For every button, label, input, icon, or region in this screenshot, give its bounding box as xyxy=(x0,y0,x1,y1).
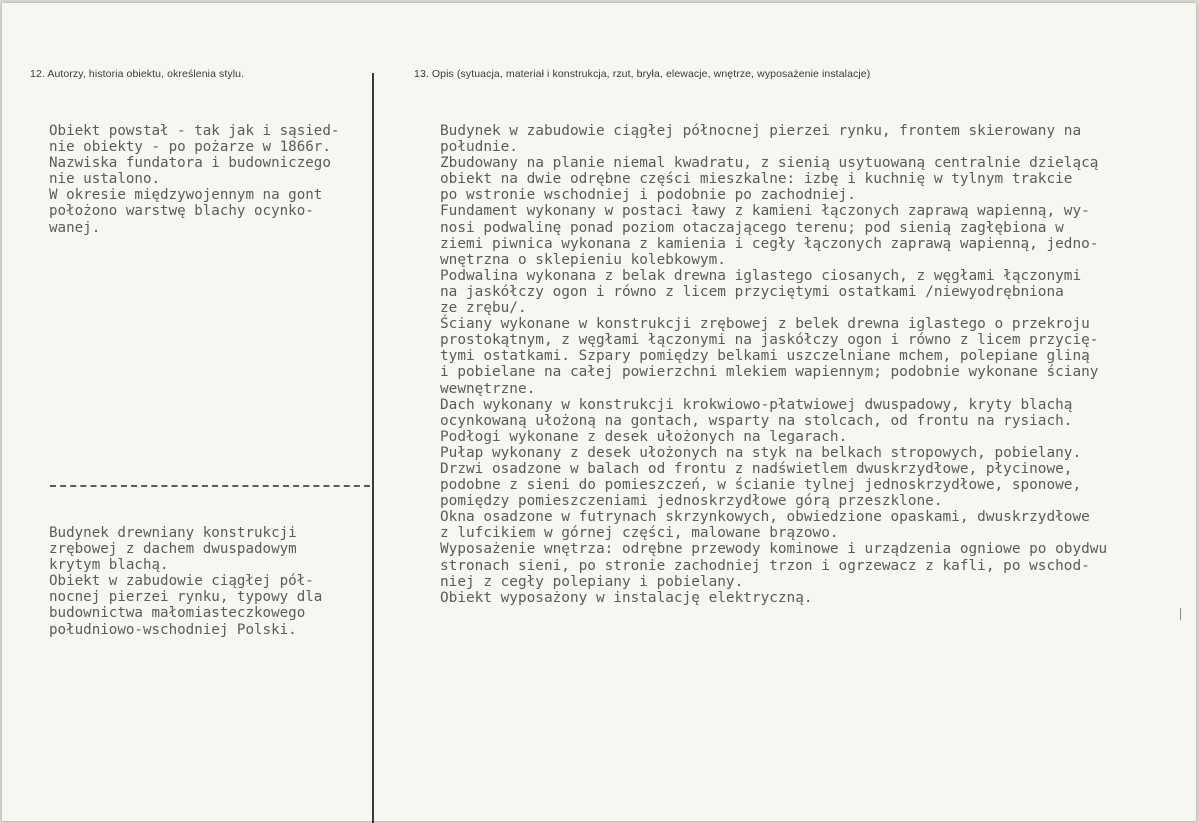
description-line: ze zrębu/. xyxy=(440,300,527,317)
section-13-header: 13. Opis (sytuacja, materiał i konstrukcja, rzut, bryła, elewacje, wnętrze, wyposażenie instalacje) xyxy=(414,68,871,80)
description-line: obiekt na dwie odrębne części mieszkalne: izbę i kuchnię w tylnym trakcie xyxy=(440,171,1073,188)
description-line: Podwalina wykonana z belak drewna iglastego ciosanych, z węgłami łączonymi xyxy=(440,267,1082,284)
description-line: ziemi piwnica wykonana z kamienia i cegły łączonych zaprawą wapienną, jedno- xyxy=(440,235,1099,252)
style-line: południowo-wschodniej Polski. xyxy=(49,621,297,638)
description-line: Drzwi osadzone w balach od frontu z nadświetlem dwuskrzydłowe, płycinowe, xyxy=(440,460,1073,477)
description-line: podobne z sieni do pomieszczeń, w ścianie tylnej jednoskrzydłowe, sponowe, xyxy=(440,477,1082,494)
edge-mark xyxy=(1180,608,1181,620)
style-line: Budynek drewniany konstrukcji xyxy=(49,525,297,541)
description-line: prostokątnym, z węgłami łączonymi na jaskółczy ogon i równo z licem przycię- xyxy=(440,332,1099,349)
description-line: na jaskółczy ogon i równo z licem przyciętymi ostatkami /niewyodrębniona xyxy=(440,283,1064,300)
description-line: Pułap wykonany z desek ułożonych na styk na belkach stropowych, pobielany. xyxy=(440,444,1082,461)
history-line: położono warstwę blachy ocynko- xyxy=(49,203,314,220)
history-line: nie ustalono. xyxy=(49,171,161,188)
history-line: W okresie międzywojennym na gont xyxy=(49,187,323,204)
description-text xyxy=(440,123,1107,606)
description-line: wnętrzna o sklepieniu kolebkowym. xyxy=(440,251,726,268)
history-line: wanej. xyxy=(49,219,101,236)
description-line: Budynek w zabudowie ciągłej północnej pierzei rynku, frontem skierowany na xyxy=(440,123,1082,139)
description-line: wewnętrzne. xyxy=(440,380,536,397)
dashed-separator xyxy=(50,485,370,487)
history-text xyxy=(49,123,339,236)
style-line: zrębowej z dachem dwuspadowym xyxy=(49,541,297,558)
description-line: Wyposażenie wnętrza: odrębne przewody kominowe i urządzenia ogniowe po obydwu xyxy=(440,541,1108,558)
description-line: nosi podwalinę ponad poziom otaczającego terenu; pod sienią zagłębiona w xyxy=(440,219,1064,236)
description-line: Ściany wykonane w konstrukcji zrębowej z belek drewna iglastego o przekroju xyxy=(440,316,1090,333)
column-divider xyxy=(372,73,374,823)
description-line: niej z cegły polepiany i pobielany. xyxy=(440,573,744,590)
description-line: Obiekt wyposażony w instalację elektryczną. xyxy=(440,589,813,606)
style-line: Obiekt w zabudowie ciągłej pół- xyxy=(49,573,314,590)
description-line: Zbudowany na planie niemal kwadratu, z sienią usytuowaną centralnie dzielącą xyxy=(440,155,1099,172)
description-line: Podłogi wykonane z desek ułożonych na legarach. xyxy=(440,428,848,445)
description-line: stronach sieni, po stronie zachodniej trzon i ogrzewacz z kafli, po wschod- xyxy=(440,557,1090,574)
inventory-card xyxy=(2,3,1196,821)
description-line: Okna osadzone w futrynach skrzynkowych, obwiedzione opaskami, dwuskrzydłowe xyxy=(440,509,1090,526)
description-line: południe. xyxy=(440,139,518,156)
description-line: Dach wykonany w konstrukcji krokwiowo-płatwiowej dwuspadowy, kryty blachą xyxy=(440,396,1073,413)
description-line: z lufcikiem w górnej części, malowane brązowo. xyxy=(440,525,839,542)
description-line: ocynkowaną ułożoną na gontach, wsparty na stolcach, od frontu na rysiach. xyxy=(440,412,1073,429)
description-line: tymi ostatkami. Szpary pomiędzy belkami uszczelniane mchem, polepiane gliną xyxy=(440,348,1090,365)
description-line: Fundament wykonany w postaci ławy z kamieni łączonych zaprawą wapienną, wy- xyxy=(440,203,1090,220)
history-line: Nazwiska fundatora i budowniczego xyxy=(49,155,331,172)
history-line: nie obiekty - po pożarze w 1866r. xyxy=(49,139,331,156)
style-text xyxy=(49,525,322,638)
section-12-header: 12. Autorzy, historia obiektu, określenia stylu. xyxy=(30,68,245,80)
description-line: po wstronie wschodniej i podobnie po zachodniej. xyxy=(440,187,856,204)
style-line: krytym blachą. xyxy=(49,557,169,574)
style-line: nocnej pierzei rynku, typowy dla xyxy=(49,589,323,606)
description-line: i pobielane na całej powierzchni mlekiem wapiennym; podobnie wykonane ściany xyxy=(440,364,1099,381)
history-line: Obiekt powstał - tak jak i sąsied- xyxy=(49,123,340,139)
style-line: budownictwa małomiasteczkowego xyxy=(49,605,306,622)
description-line: pomiędzy pomieszczeniami jednoskrzydłowe górą przeszklone. xyxy=(440,493,943,510)
